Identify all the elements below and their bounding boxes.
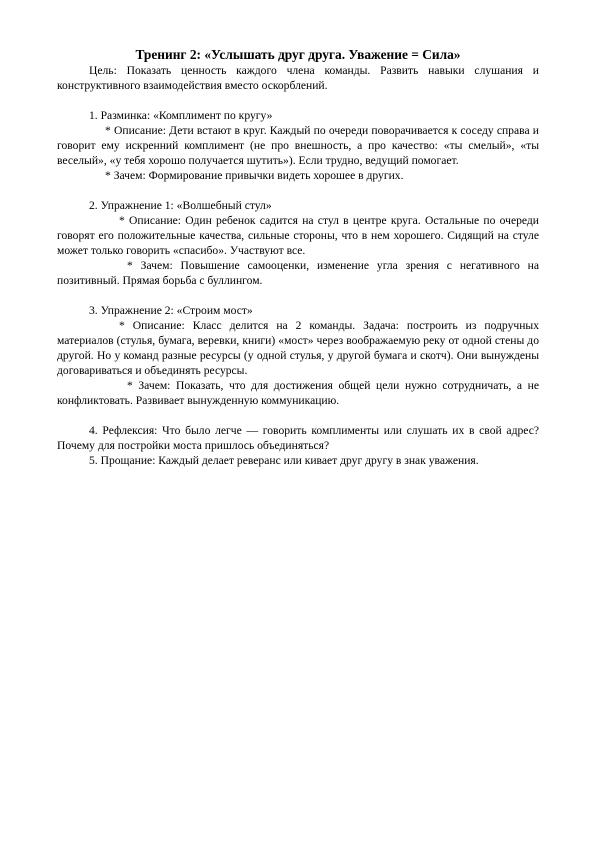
reflection-paragraph: 4. Рефлексия: Что было легче — говорить комплименты или слушать их в свой адрес? Почему для постройки моста пришлось объединяться? <box>57 424 539 452</box>
section-purpose-warmup: * Зачем: Формирование привычки видеть хорошее в других. <box>105 169 404 182</box>
section-heading-exercise-1: 2. Упражнение 1: «Волшебный стул» <box>89 199 272 212</box>
section-heading-warmup: 1. Разминка: «Комплимент по кругу» <box>89 109 273 122</box>
goal-paragraph: Цель: Показать ценность каждого члена команды. Развить навыки слушания и конструктивного взаимодействия вместо оскорблений. <box>57 64 539 92</box>
farewell-paragraph: 5. Прощание: Каждый делает реверанс или кивает друг другу в знак уважения. <box>89 454 479 467</box>
document-title: Тренинг 2: «Услышать друг друга. Уважение = Сила» <box>135 47 461 62</box>
spacer <box>57 408 539 423</box>
section-description-warmup: * Описание: Дети встают в круг. Каждый по очереди поворачивается к соседу справа и говорит ему искренний комплимент (не про внешность, а про качество: «ты смелый», «ты веселый», «у тебя хорошо получается шутить»). Если трудно, ведущий помогает. <box>57 124 539 167</box>
section-description-exercise-1: * Описание: Один ребенок садится на стул в центре круга. Остальные по очереди говорят его положительные качества, сильные стороны, что в нем хорошего. Сидящий на стуле может только говорить «спасибо». Участвуют все. <box>57 214 539 257</box>
spacer <box>57 288 539 303</box>
section-purpose-exercise-2: * Зачем: Показать, что для достижения общей цели нужно сотрудничать, а не конфликтовать. Развивает вынужденную коммуникацию. <box>57 379 539 407</box>
document-page <box>57 46 539 468</box>
section-heading-exercise-2: 3. Упражнение 2: «Строим мост» <box>89 304 253 317</box>
section-purpose-exercise-1: * Зачем: Повышение самооценки, изменение угла зрения с негативного на позитивный. Прямая борьба с буллингом. <box>57 259 539 287</box>
section-description-exercise-2: * Описание: Класс делится на 2 команды. Задача: построить из подручных материалов (стулья, бумага, веревки, книги) «мост» через воображаемую реку от одной стены до другой. Но у команд разные ресурсы (у одной стулья, у другой бумага и скотч). Они вынуждены договариваться и объединять ресурсы. <box>57 319 539 377</box>
spacer <box>57 183 539 198</box>
